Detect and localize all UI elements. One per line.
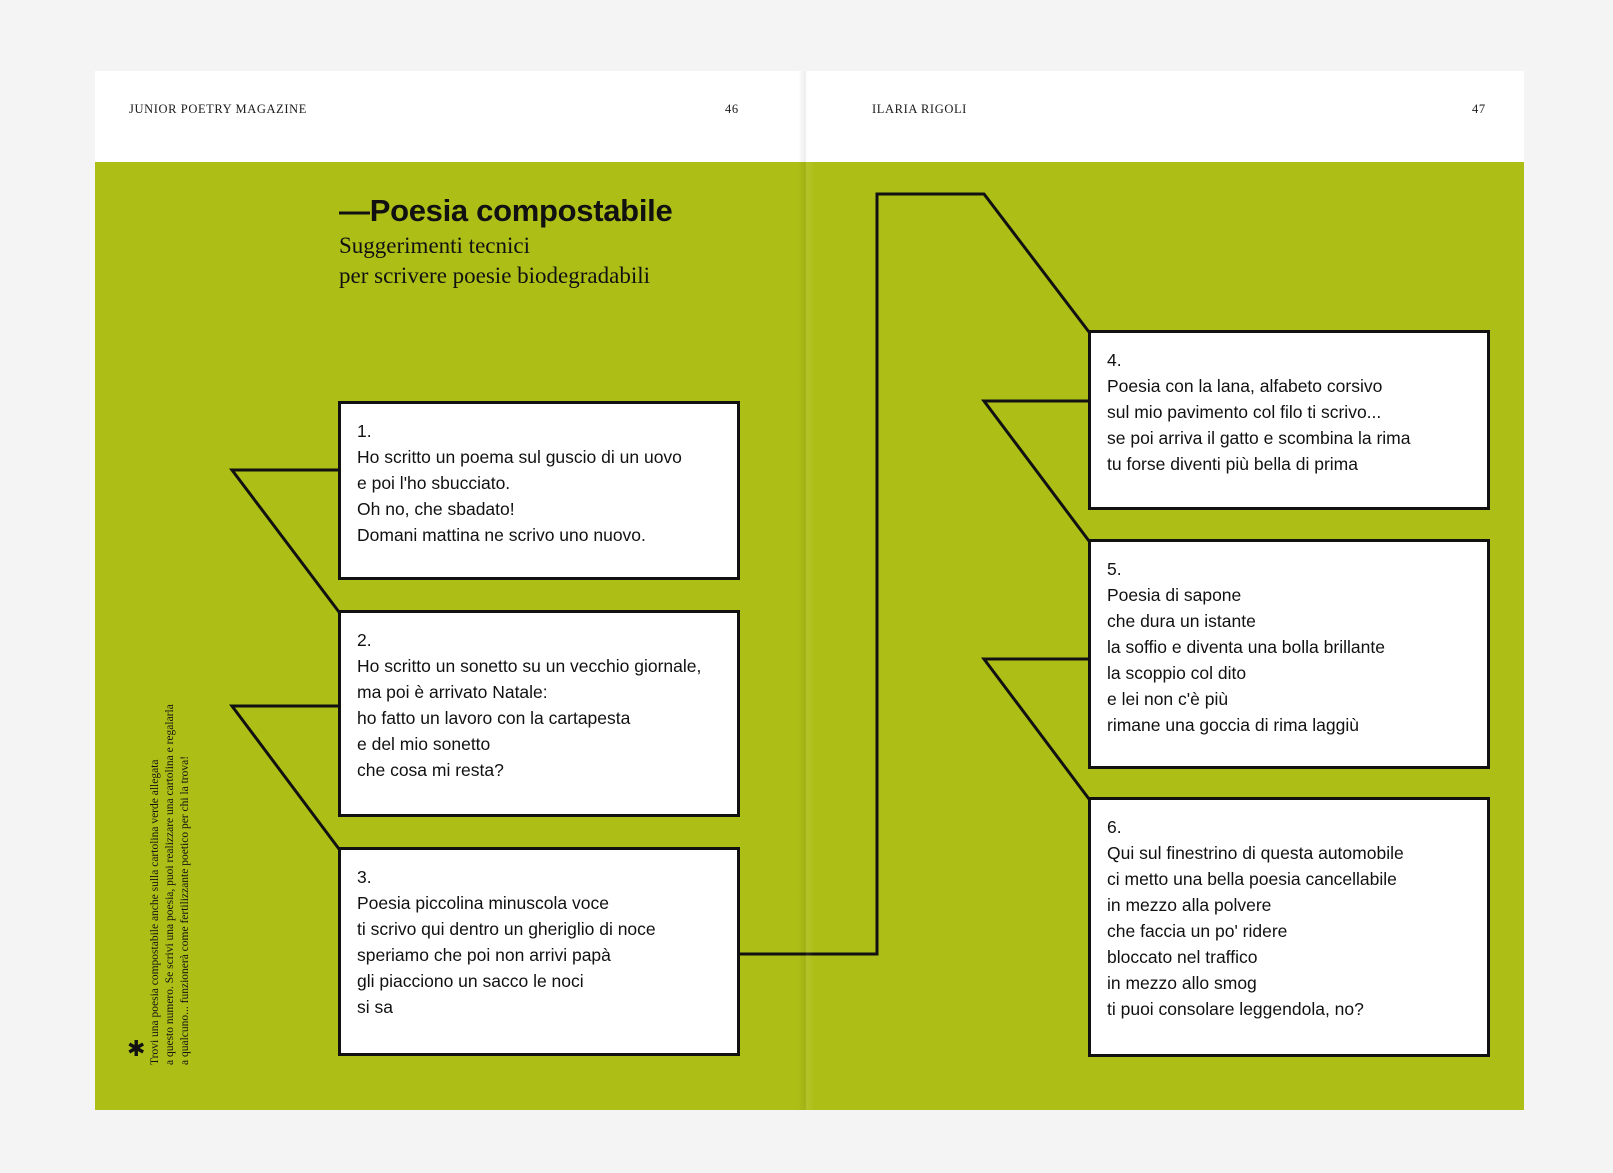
poem-line: tu forse diventi più bella di prima <box>1107 454 1358 474</box>
page-number-right: 47 <box>1472 102 1486 116</box>
poem-line: se poi arriva il gatto e scombina la rima <box>1107 428 1411 448</box>
side-note-line: a questo numero. Se scrivi una poesia, puoi realizzare una cartolina e regalarla <box>164 704 176 1065</box>
page-number-left: 46 <box>725 102 739 116</box>
magazine-spread <box>95 71 1524 1110</box>
side-note-line: Trovi una poesia compostabile anche sulla cartolina verde allegata <box>149 759 161 1065</box>
poem-line: Ho scritto un poema sul guscio di un uovo <box>357 447 682 467</box>
poem-line: la scoppio col dito <box>1107 663 1247 683</box>
poem-number: 6. <box>1107 817 1122 837</box>
poem-line: Poesia di sapone <box>1107 585 1242 605</box>
header-band-right <box>806 71 1524 162</box>
poem-line: e lei non c'è più <box>1107 689 1229 709</box>
poem-line: in mezzo allo smog <box>1107 973 1257 993</box>
running-head-left: JUNIOR POETRY MAGAZINE <box>129 102 308 116</box>
poem-line: ma poi è arrivato Natale: <box>357 682 548 702</box>
poem-number: 3. <box>357 867 372 887</box>
article-title: —Poesia compostabile <box>339 193 673 228</box>
poem-box-6 <box>1088 797 1490 1057</box>
poem-line: ci metto una bella poesia cancellabile <box>1107 869 1397 889</box>
poem-number: 5. <box>1107 559 1122 579</box>
poem-number: 4. <box>1107 350 1122 370</box>
poem-number: 2. <box>357 630 372 650</box>
poem-box-1 <box>338 401 740 580</box>
poem-number: 1. <box>357 421 372 441</box>
poem-line: Domani mattina ne scrivo uno nuovo. <box>357 525 646 545</box>
poem-line: la soffio e diventa una bolla brillante <box>1107 637 1385 657</box>
poem-line: sul mio pavimento col filo ti scrivo... <box>1107 402 1382 422</box>
poem-box-3 <box>338 847 740 1056</box>
poem-line: Qui sul finestrino di questa automobile <box>1107 843 1404 863</box>
poem-line: in mezzo alla polvere <box>1107 895 1272 915</box>
poem-line: che cosa mi resta? <box>357 760 504 780</box>
poem-line: Poesia piccolina minuscola voce <box>357 893 609 913</box>
subtitle-line: per scrivere poesie biodegradabili <box>339 263 651 288</box>
header-band-left <box>95 71 806 162</box>
poem-box-4 <box>1088 330 1490 510</box>
asterisk-icon: ✱ <box>127 1037 146 1062</box>
poem-line: e poi l'ho sbucciato. <box>357 473 511 493</box>
poem-line: Ho scritto un sonetto su un vecchio giornale, <box>357 656 702 676</box>
poem-line: ho fatto un lavoro con la cartapesta <box>357 708 631 728</box>
poem-line: ti puoi consolare leggendola, no? <box>1107 999 1364 1019</box>
poem-line: ti scrivo qui dentro un gheriglio di noce <box>357 919 656 939</box>
poem-box-2 <box>338 610 740 817</box>
running-head-right: ILARIA RIGOLI <box>872 102 967 116</box>
poem-line: che faccia un po' ridere <box>1107 921 1288 941</box>
poem-line: che dura un istante <box>1107 611 1256 631</box>
article-subtitle <box>339 231 650 291</box>
poem-line: si sa <box>357 997 393 1017</box>
subtitle-line: Suggerimenti tecnici <box>339 233 530 258</box>
poem-line: speriamo che poi non arrivi papà <box>357 945 611 965</box>
poem-line: Oh no, che sbadato! <box>357 499 515 519</box>
side-note-line: a qualcuno... funzionerà come fertilizzante poetico per chi la trova! <box>179 755 191 1065</box>
poem-line: e del mio sonetto <box>357 734 491 754</box>
poem-line: Poesia con la lana, alfabeto corsivo <box>1107 376 1383 396</box>
poem-line: rimane una goccia di rima laggiù <box>1107 715 1359 735</box>
side-note <box>148 704 193 1065</box>
poem-line: gli piacciono un sacco le noci <box>357 971 584 991</box>
poem-box-5 <box>1088 539 1490 769</box>
poem-line: bloccato nel traffico <box>1107 947 1258 967</box>
